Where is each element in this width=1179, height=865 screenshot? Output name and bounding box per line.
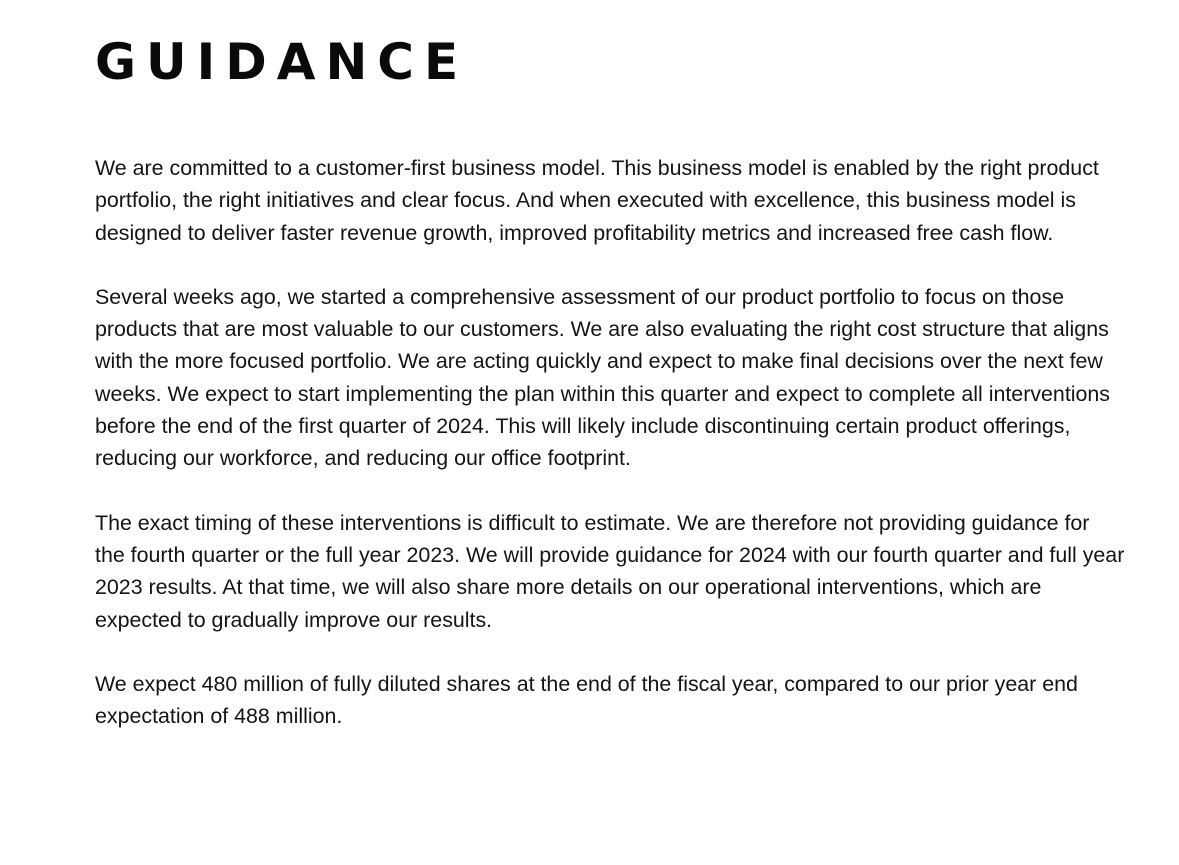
paragraph-diluted-shares: We expect 480 million of fully diluted shares at the end of the fiscal year, compared to our prior year end expectation of 488 million. (95, 671, 1078, 729)
paragraph-portfolio-assessment: Several weeks ago, we started a comprehensive assessment of our product portfolio to focus on those products that are most valuable to our customers. We are also evaluating the right cost structure that aligns with the more focused portfolio. We are acting quickly and expect to make final decisions over the next few weeks. We expect to start implementing the plan within this quarter and expect to complete all interventions before the end of the first quarter of 2024. This will likely include discontinuing certain product offerings, reducing our workforce, and reducing our office footprint. (95, 284, 1111, 471)
document-body (95, 152, 1125, 732)
paragraph-guidance-timing: The exact timing of these interventions is difficult to estimate. We are therefore not providing guidance for the fourth quarter or the full year 2023. We will provide guidance for 2024 with our fourth quarter and full year 2023 results. At that time, we will also share more details on our operational interventions, which are expected to gradually improve our results. (95, 510, 1125, 632)
document (95, 30, 1125, 732)
page-title: GUIDANCE (95, 33, 469, 91)
paragraph-business-model: We are committed to a customer-first business model. This business model is enabled by the right product portfolio, the right initiatives and clear focus. And when executed with excellence, this business model is designed to deliver faster revenue growth, improved profitability metrics and increased free cash flow. (95, 156, 1099, 245)
